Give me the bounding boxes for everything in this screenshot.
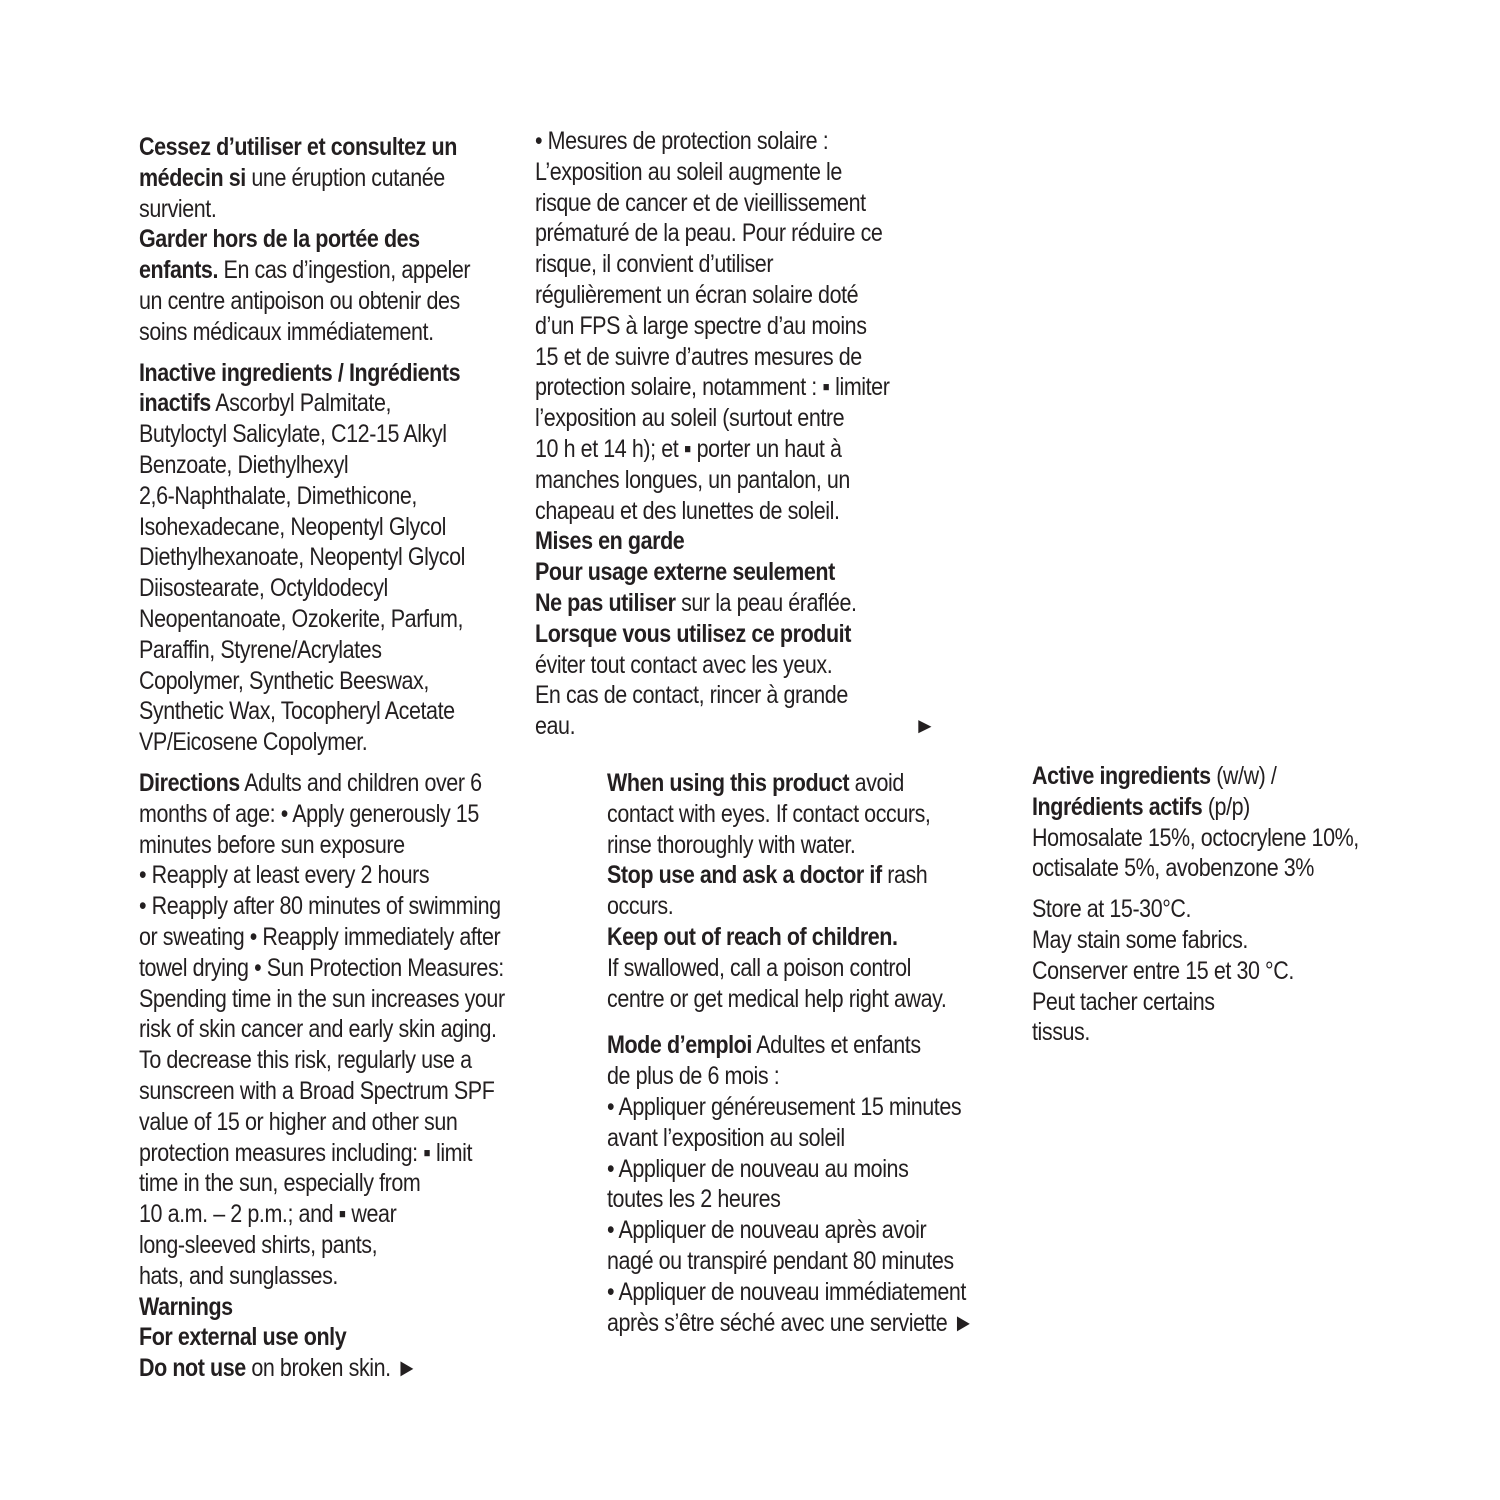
top-middle-column xyxy=(535,126,889,742)
inactive-line: Synthetic Wax, Tocopheryl Acetate xyxy=(139,697,455,726)
directions-line: long-sleeved shirts, pants, xyxy=(139,1230,378,1259)
sun-protection-fr-line: L’exposition au soleil augmente le xyxy=(535,157,842,186)
sun-protection-fr-line: chapeau et des lunettes de soleil. xyxy=(535,496,840,525)
when-using-fr-line: eau. xyxy=(535,712,576,741)
active-ingredients-heading: Active ingredients (w/w) / xyxy=(1032,762,1277,790)
inactive-line: 2,6-Naphthalate, Dimethicone, xyxy=(139,481,417,510)
sun-protection-fr-line: 10 h et 14 h); et ▪ porter un haut à xyxy=(535,434,842,463)
mode-emploi-line: de plus de 6 mois : xyxy=(607,1062,780,1091)
keep-out-line: centre or get medical help right away. xyxy=(607,984,947,1013)
storage-line: Peut tacher certains xyxy=(1032,987,1215,1016)
active-ingredients-fr-heading: Ingrédients actifs (p/p) xyxy=(1032,792,1250,821)
directions-heading: Directions Adults and children over 6 xyxy=(139,769,482,797)
stop-use-fr-line1: Cessez d’utiliser et consultez un xyxy=(139,133,457,161)
when-using-fr-line: En cas de contact, rincer à grande xyxy=(535,681,848,710)
do-not-use: Do not use on broken skin. ► xyxy=(139,1354,418,1383)
sun-protection-fr-line: protection solaire, notamment : ▪ limiter xyxy=(535,373,890,402)
mode-emploi-line: • Appliquer de nouveau immédiatement xyxy=(607,1277,966,1306)
mode-emploi-line: • Appliquer généreusement 15 minutes xyxy=(607,1092,962,1121)
mode-emploi-line: • Appliquer de nouveau après avoir xyxy=(607,1216,927,1245)
when-using-line: rinse thoroughly with water. xyxy=(607,830,856,859)
directions-line: towel drying • Sun Protection Measures: xyxy=(139,953,504,982)
sun-protection-fr-line: d’un FPS à large spectre d’au moins xyxy=(535,311,867,340)
storage-line: Store at 15-30°C. xyxy=(1032,895,1192,924)
inactive-line: Copolymer, Synthetic Beeswax, xyxy=(139,666,429,695)
directions-line: Spending time in the sun increases your xyxy=(139,984,505,1013)
warnings-heading: Warnings xyxy=(139,1292,233,1321)
directions-line: sunscreen with a Broad Spectrum SPF xyxy=(139,1076,495,1105)
stop-use-fr-line3: survient. xyxy=(139,194,217,223)
stop-use-fr-line2: médecin si une éruption cutanée xyxy=(139,163,445,192)
bottom-right-column xyxy=(1032,761,1359,1048)
directions-line: time in the sun, especially from xyxy=(139,1169,421,1198)
inactive-line: Diisostearate, Octyldodecyl xyxy=(139,574,388,603)
inactive-heading: Inactive ingredients / Ingrédients xyxy=(139,358,461,387)
mode-emploi-line: toutes les 2 heures xyxy=(607,1185,781,1214)
directions-line: minutes before sun exposure xyxy=(139,830,405,859)
storage-line: Conserver entre 15 et 30 °C. xyxy=(1032,956,1294,985)
mode-emploi-heading: Mode d’emploi Adultes et enfants xyxy=(607,1031,921,1060)
inactive-line: Diethylhexanoate, Neopentyl Glycol xyxy=(139,543,465,572)
mode-emploi-line: nagé ou transpiré pendant 80 minutes xyxy=(607,1246,954,1275)
sun-protection-fr-line: 15 et de suivre d’autres mesures de xyxy=(535,342,862,371)
warnings-fr-heading: Mises en garde xyxy=(535,527,685,556)
directions-line: months of age: • Apply generously 15 xyxy=(139,799,479,828)
sun-protection-fr-line: risque de cancer et de vieillissement xyxy=(535,188,866,217)
bottom-middle-column xyxy=(607,768,974,1338)
inactive-line: Isohexadecane, Neopentyl Glycol xyxy=(139,512,446,541)
keep-out-line: If swallowed, call a poison control xyxy=(607,953,912,982)
directions-line: risk of skin cancer and early skin aging. xyxy=(139,1015,497,1044)
stop-use-line: occurs. xyxy=(607,892,674,921)
keep-out-fr-line1: Garder hors de la portée des xyxy=(139,225,420,254)
stop-use-heading: Stop use and ask a doctor if rash xyxy=(607,861,928,890)
keep-out-fr-line3: un centre antipoison ou obtenir des xyxy=(139,286,460,315)
sun-protection-fr-line: l’exposition au soleil (surtout entre xyxy=(535,404,845,433)
inactive-line: Benzoate, Diethylhexyl xyxy=(139,450,349,479)
sun-protection-fr-line: régulièrement un écran solaire doté xyxy=(535,280,859,309)
inactive-line: inactifs Ascorbyl Palmitate, xyxy=(139,389,392,418)
sun-protection-fr-line: prématuré de la peau. Pour réduire ce xyxy=(535,219,883,248)
continue-arrow-icon: ► xyxy=(914,713,936,738)
inactive-line: Neopentanoate, Ozokerite, Parfum, xyxy=(139,604,464,633)
external-use: For external use only xyxy=(139,1323,347,1352)
top-left-column xyxy=(139,132,470,758)
directions-line: value of 15 or higher and other sun xyxy=(139,1107,458,1136)
inactive-line: Butyloctyl Salicylate, C12-15 Alkyl xyxy=(139,420,447,449)
when-using-fr-line: éviter tout contact avec les yeux. xyxy=(535,650,833,679)
directions-line: • Reapply at least every 2 hours xyxy=(139,861,430,890)
keep-out-fr-line4: soins médicaux immédiatement. xyxy=(139,317,434,346)
keep-out-fr-line2: enfants. En cas d’ingestion, appeler xyxy=(139,256,471,285)
keep-out-heading: Keep out of reach of children. xyxy=(607,922,898,951)
sun-protection-fr-line: risque, il convient d’utiliser xyxy=(535,250,774,279)
storage-line: May stain some fabrics. xyxy=(1032,925,1248,954)
sun-protection-fr-line: • Mesures de protection solaire : xyxy=(535,127,829,155)
directions-line: • Reapply after 80 minutes of swimming xyxy=(139,892,501,921)
directions-line: To decrease this risk, regularly use a xyxy=(139,1046,472,1075)
directions-line: or sweating • Reapply immediately after xyxy=(139,922,501,951)
external-use-fr: Pour usage externe seulement xyxy=(535,558,835,587)
mode-emploi-line: après s’être séché avec une serviette ► xyxy=(607,1308,974,1337)
when-using-line: contact with eyes. If contact occurs, xyxy=(607,799,931,828)
directions-line: protection measures including: ▪ limit xyxy=(139,1138,473,1167)
directions-line: hats, and sunglasses. xyxy=(139,1261,338,1290)
bottom-left-column xyxy=(139,768,505,1384)
active-ingredients-line: octisalate 5%, avobenzone 3% xyxy=(1032,854,1314,883)
mode-emploi-line: avant l’exposition au soleil xyxy=(607,1123,845,1152)
active-ingredients-line: Homosalate 15%, octocrylene 10%, xyxy=(1032,823,1359,852)
when-using-heading: When using this product avoid xyxy=(607,769,904,797)
storage-line: tissus. xyxy=(1032,1018,1090,1047)
inactive-line: Paraffin, Styrene/Acrylates xyxy=(139,635,382,664)
sun-protection-fr-line: manches longues, un pantalon, un xyxy=(535,465,850,494)
when-using-fr-heading: Lorsque vous utilisez ce produit xyxy=(535,619,851,648)
do-not-use-fr: Ne pas utiliser sur la peau éraflée. xyxy=(535,588,857,617)
directions-line: 10 a.m. – 2 p.m.; and ▪ wear xyxy=(139,1200,397,1229)
mode-emploi-line: • Appliquer de nouveau au moins xyxy=(607,1154,909,1183)
inactive-line: VP/Eicosene Copolymer. xyxy=(139,728,368,757)
